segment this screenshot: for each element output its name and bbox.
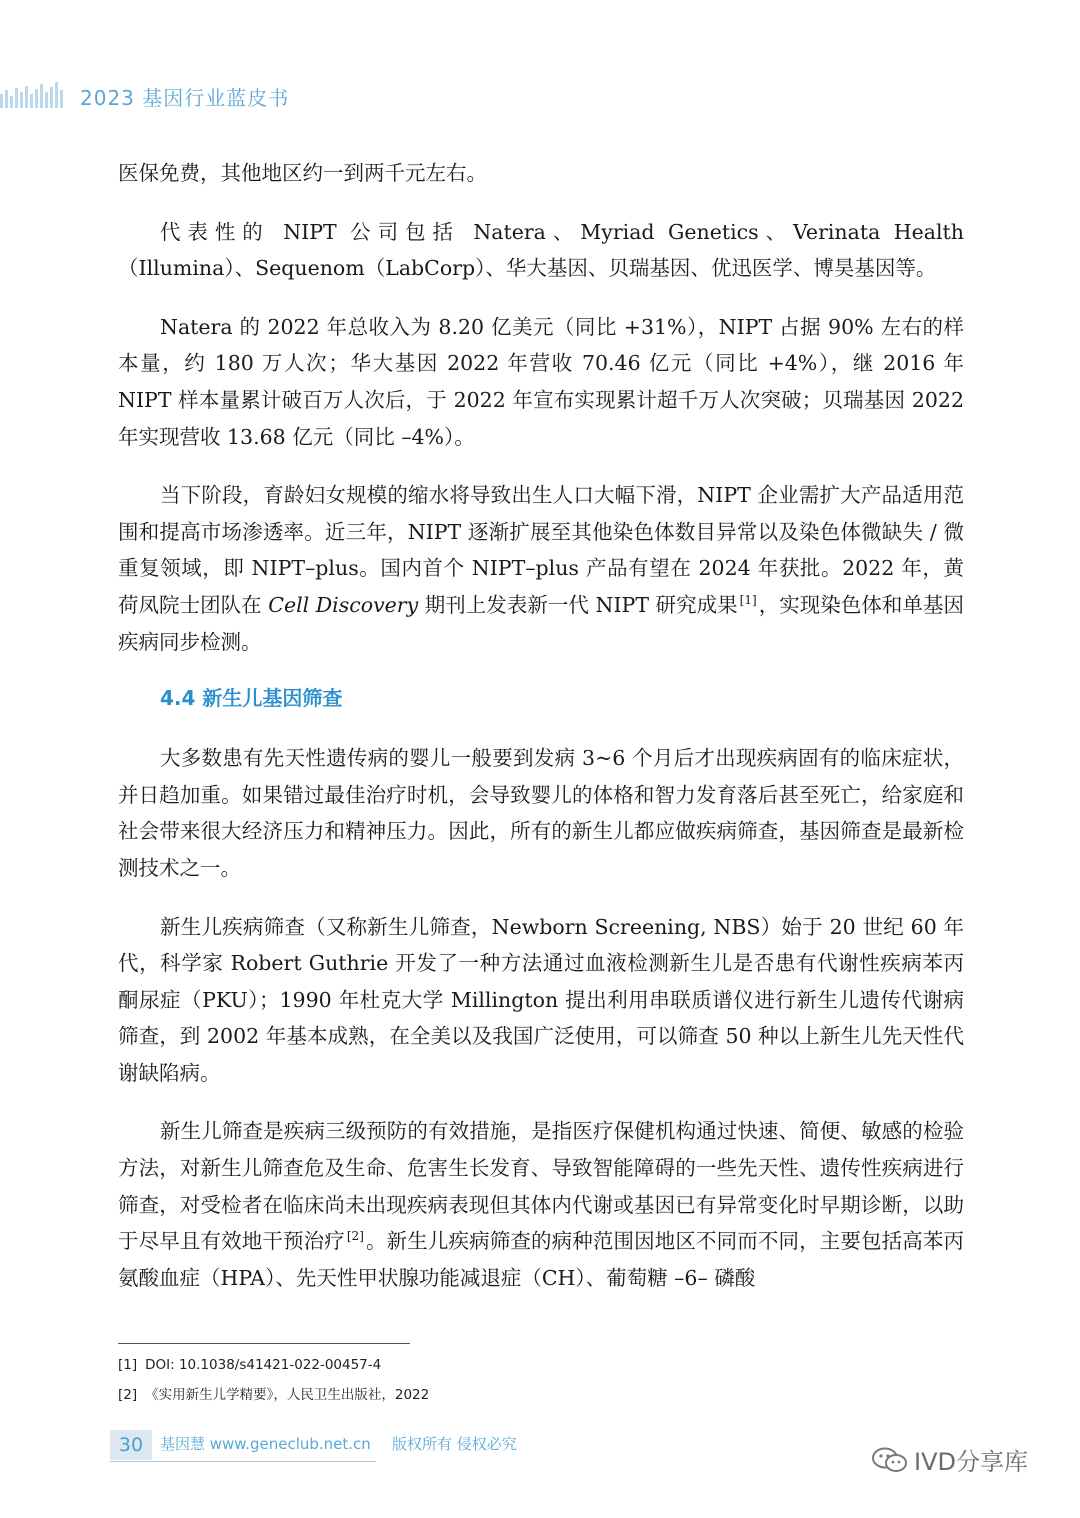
paragraph-nbs-definition bbox=[118, 1113, 964, 1296]
watermark bbox=[870, 1442, 1070, 1476]
watermark-text: IVD分享库 bbox=[914, 1448, 1028, 1476]
paragraph-nbs-definition-text-b: 。新生儿疾病筛查的病种范围因地区不同而不同，主要包括高苯丙氨酸血症（HPA）、先天性甲状腺功能减退症（CH）、葡萄糖 –6– 磷酸 bbox=[118, 1229, 964, 1290]
paragraph-nipt-plus-text-a: 当下阶段，育龄妇女规模的缩水将导致出生人口大幅下滑，NIPT 企业需扩大产品适用范围和提高市场渗透率。近三年，NIPT 逐渐扩展至其他染色体数目异常以及染色体微缺失 / 微重复领域，即 NIPT–plus。国内首个 NIPT–plus 产品有望在 2024 年获批。2022 年，黄荷凤院士团队在 bbox=[118, 483, 964, 617]
footer-copyright: 版权所有 侵权必究 bbox=[392, 1435, 517, 1453]
footnote-divider bbox=[118, 1343, 410, 1344]
paragraph-nipt-companies: 代表性的 NIPT 公司包括 Natera、Myriad Genetics、Verinata Health（Illumina）、Sequenom（LabCorp）、华大基因、贝瑞基因、优迅医学、博昊基因等。 bbox=[118, 219, 964, 281]
paragraph-nipt-plus-text-b: 期刊上发表新一代 NIPT 研究成果 bbox=[418, 592, 738, 617]
paragraph-nipt-plus bbox=[118, 477, 964, 660]
paragraph-nipt-revenue: Natera 的 2022 年总收入为 8.20 亿美元（同比 +31%），NIPT 占据 90% 左右的样本量，约 180 万人次；华大基因 2022 年营收 70.46 亿元（同比 +4%），继 2016 年 NIPT 样本量累计破百万人次后，于 2022 年宣布实现累计超千万人次突破；贝瑞基因 2022 年实现营收 13.68 亿元（同比 –4%）。 bbox=[118, 314, 964, 449]
paragraph-newborn-intro: 大多数患有先天性遗传病的婴儿一般要到发病 3~6 个月后才出现疾病固有的临床症状，并日趋加重。如果错过最佳治疗时机，会导致婴儿的体格和智力发育落后甚至死亡，给家庭和社会带来很大经济压力和精神压力。因此，所有的新生儿都应做疾病筛查，基因筛查是最新检测技术之一。 bbox=[118, 746, 964, 880]
running-header bbox=[0, 74, 420, 114]
paragraph-nbs-history: 新生儿疾病筛查（又称新生儿筛查，Newborn Screening, NBS）始于 20 世纪 60 年代，科学家 Robert Guthrie 开发了一种方法通过血液检测新生儿是否患有代谢性疾病苯丙酮尿症（PKU）；1990 年杜克大学 Millington 提出利用串联质谱仪进行新生儿遗传代谢病筛查，到 2002 年基本成熟，在全美以及我国广泛使用，可以筛查 50 种以上新生儿先天性代谢缺陷病。 bbox=[118, 914, 964, 1085]
footnote-item bbox=[118, 1354, 964, 1384]
footer-site-link[interactable]: 基因慧 www.geneclub.net.cn bbox=[160, 1435, 371, 1453]
paragraph-nbs-definition-text-a: 新生儿筛查是疾病三级预防的有效措施，是指医疗保健机构通过快速、简便、敏感的检验方法，对新生儿筛查危及生命、危害生长发育、导致智能障碍的一些先天性、遗传性疾病进行筛查，对受检者在临床尚未出现疾病表现但其体内代谢或基因已有异常变化时早期诊断，以助于尽早且有效地干预治疗 bbox=[118, 1119, 964, 1254]
citation-marker-2[interactable]: [2] bbox=[346, 1229, 364, 1244]
main-content bbox=[118, 155, 964, 1318]
footnote-mark: [1] bbox=[118, 1357, 138, 1373]
footnotes bbox=[118, 1354, 964, 1414]
wechat-icon bbox=[870, 1446, 910, 1474]
paragraph-continuation: 医保免费，其他地区约一到两千元左右。 bbox=[118, 161, 487, 185]
journal-name: Cell Discovery bbox=[268, 592, 419, 617]
paragraph-nipt-plus-text-c: ，实现染色体和单基因疾病同步检测。 bbox=[118, 592, 964, 654]
section-heading: 4.4 新生儿基因筛查 bbox=[160, 686, 343, 711]
footer-underline bbox=[110, 1461, 376, 1462]
page-footer bbox=[110, 1428, 1070, 1476]
footnote-item bbox=[118, 1384, 964, 1414]
footnote-mark: [2] bbox=[118, 1387, 138, 1403]
page-number: 30 bbox=[110, 1430, 152, 1460]
footnote-text: DOI: 10.1038/s41421-022-00457-4 bbox=[145, 1357, 382, 1373]
footnote-text: 《实用新生儿学精要》，人民卫生出版社，2022 bbox=[145, 1387, 430, 1403]
header-bars-decoration bbox=[0, 80, 66, 108]
header-title: 2023 基因行业蓝皮书 bbox=[80, 86, 290, 110]
citation-marker-1[interactable]: [1] bbox=[739, 592, 757, 607]
